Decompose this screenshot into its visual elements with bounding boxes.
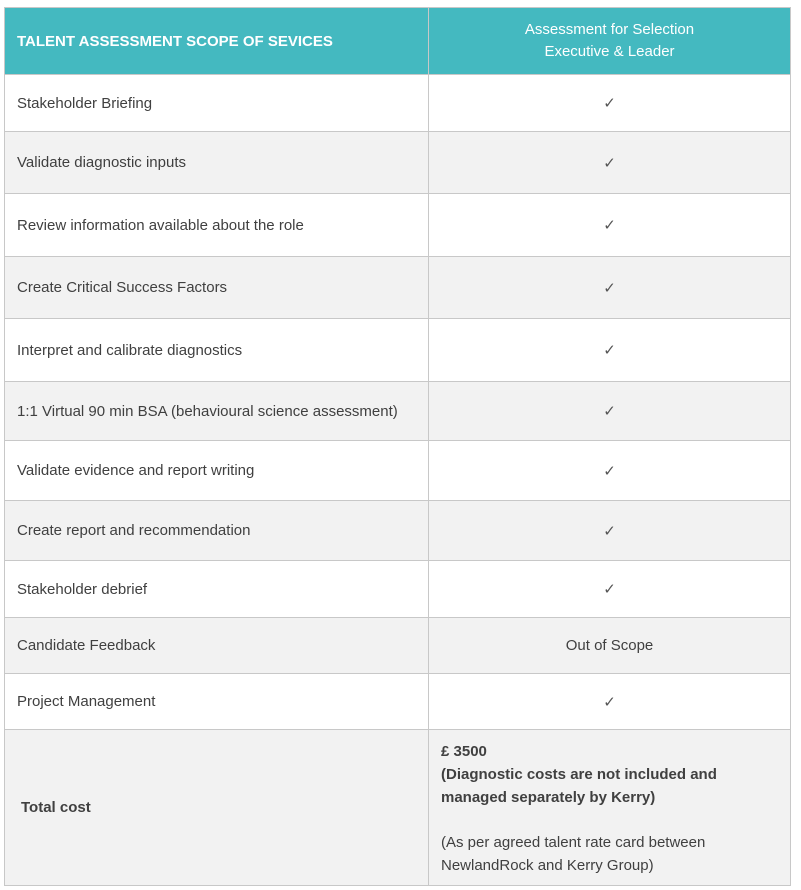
table-header-row [5,8,791,75]
checkmark-icon: ✓ [429,75,791,132]
checkmark-icon: ✓ [429,319,791,382]
table-row [5,319,791,382]
table-row [5,561,791,618]
scope-of-services-table [4,7,791,886]
scope-status: Out of Scope [429,618,791,674]
service-name: Review information available about the role [5,194,429,257]
service-name: Validate evidence and report writing [5,441,429,501]
total-cost-value [429,730,791,886]
service-name: Create report and recommendation [5,501,429,561]
service-name: Stakeholder Briefing [5,75,429,132]
table-row [5,132,791,194]
checkmark-icon: ✓ [429,561,791,618]
total-cost-label: Total cost [5,730,429,886]
table-row [5,501,791,561]
checkmark-icon: ✓ [429,674,791,730]
checkmark-icon: ✓ [429,194,791,257]
table-row [5,674,791,730]
total-amount: £ 3500 [441,743,487,760]
table-row [5,194,791,257]
checkmark-icon: ✓ [429,382,791,441]
total-note-bold: (Diagnostic costs are not included and managed separately by Kerry) [441,766,717,806]
header-assessment-line1: Assessment for Selection [524,21,695,38]
service-name: Validate diagnostic inputs [5,132,429,194]
checkmark-icon: ✓ [429,257,791,319]
table-row [5,382,791,441]
table-row [5,618,791,674]
total-note: (As per agreed talent rate card between NewlandRock and Kerry Group) [441,834,706,874]
table-row [5,257,791,319]
checkmark-icon: ✓ [429,441,791,501]
header-assessment-line2: Executive & Leader [544,43,675,60]
service-name: Interpret and calibrate diagnostics [5,319,429,382]
header-services: TALENT ASSESSMENT SCOPE OF SEVICES [5,8,429,75]
service-name: Stakeholder debrief [5,561,429,618]
header-assessment [429,8,791,75]
checkmark-icon: ✓ [429,132,791,194]
table-row [5,75,791,132]
table-row [5,441,791,501]
checkmark-icon: ✓ [429,501,791,561]
service-name: 1:1 Virtual 90 min BSA (behavioural science assessment) [5,382,429,441]
service-name: Create Critical Success Factors [5,257,429,319]
service-name: Project Management [5,674,429,730]
total-cost-row [5,730,791,886]
service-name: Candidate Feedback [5,618,429,674]
